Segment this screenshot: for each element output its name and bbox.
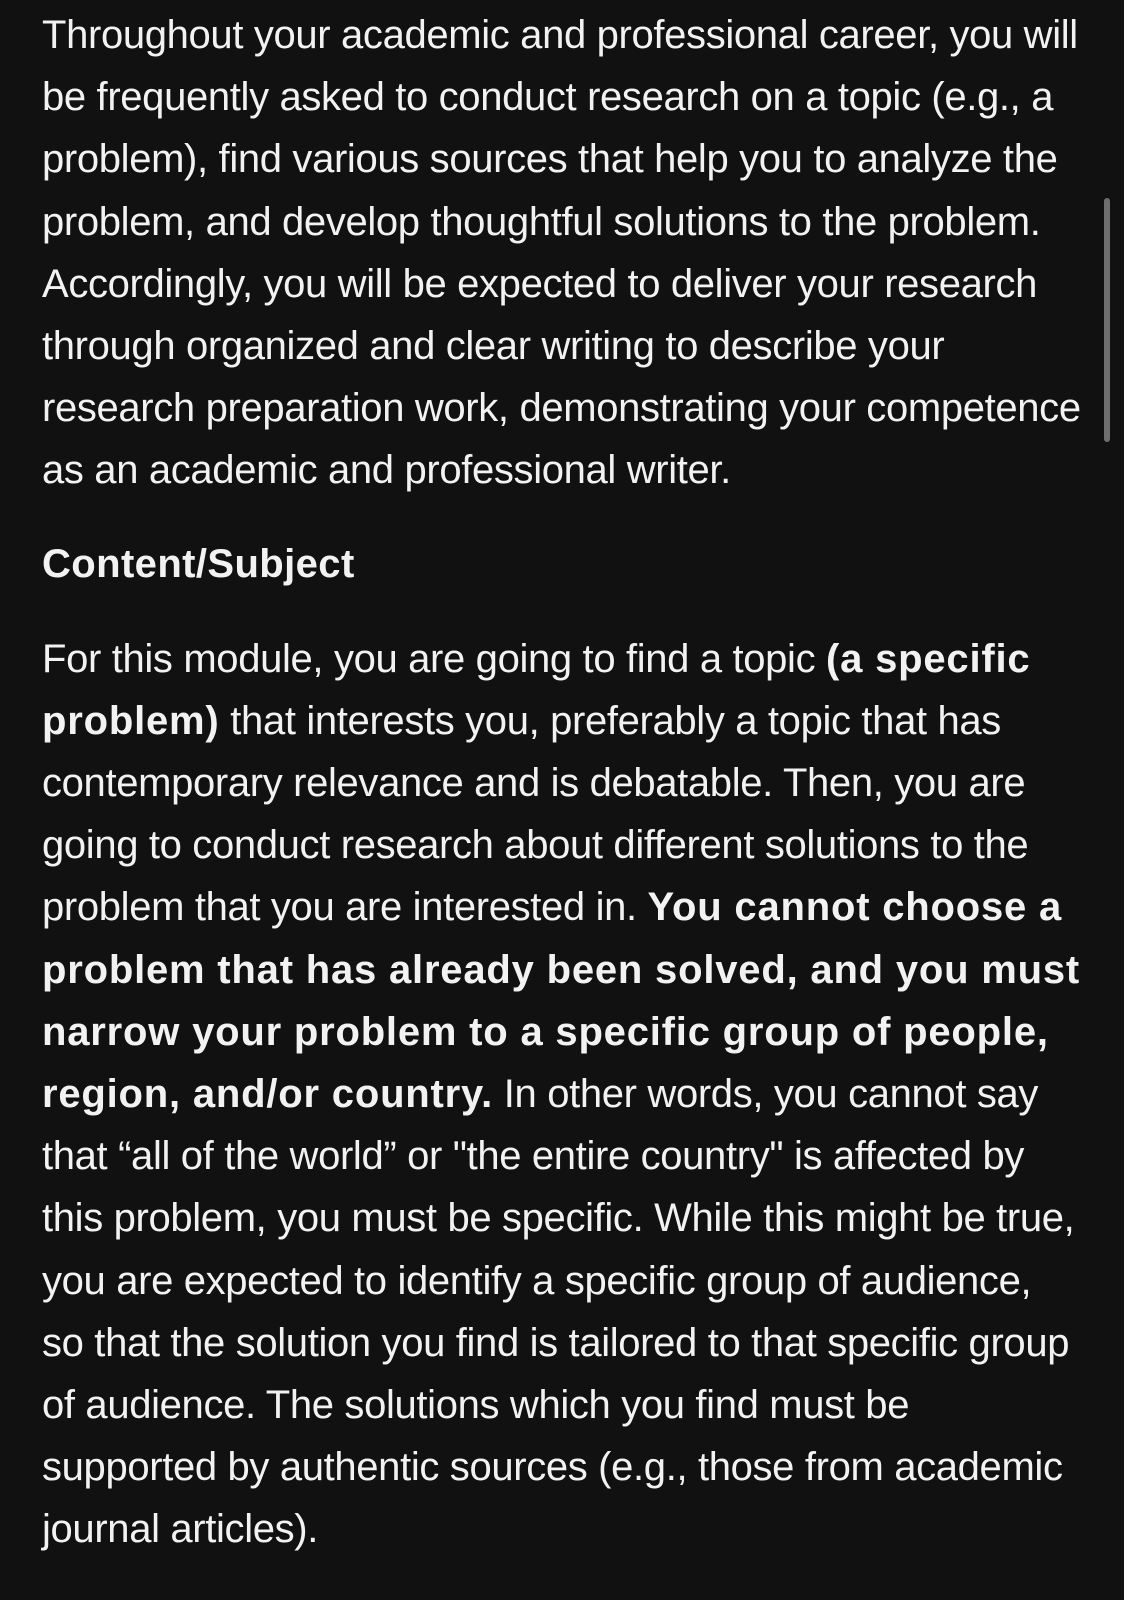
section-heading: Content/Subject — [42, 541, 355, 586]
paragraph-text: In other words, you cannot say that “all of the world” or "the entire country" is affected by this problem, you must be specific. While this might be true, you are expected to identify a specific group of audience, so that the solution you find is tailored to that specific group of audience. The solutions which you find must be supported by authentic sources (e.g., those from academic journal articles). — [42, 1072, 1075, 1552]
paragraph-text: For this module, you are going to find a topic — [42, 636, 826, 681]
paragraph-text: that interests you, preferably a topic that has contemporary relevance and is debatable. Then, you are going to conduct research about different solutions to the problem that you are interested in. — [42, 698, 1029, 930]
vertical-scrollbar[interactable] — [1104, 198, 1110, 442]
intro-paragraph: Throughout your academic and professional career, you will be frequently asked to conduct research on a topic (e.g., a problem), find various sources that help you to analyze the problem, and develop thoughtful solutions to the problem. Accordingly, you will be expected to deliver your research through organized and clear writing to describe your research preparation work, demonstrating your competence as an academic and professional writer. — [42, 13, 1081, 493]
bold-requirement-text: You cannot choose a problem that has already been solved, and you must narrow your problem to a specific group of people, region, and/or country. — [42, 885, 1081, 1117]
article-content — [42, 4, 1082, 1561]
bold-phrase-specific-problem: (a specific problem) — [42, 636, 1031, 743]
content-paragraph — [42, 628, 1082, 1561]
